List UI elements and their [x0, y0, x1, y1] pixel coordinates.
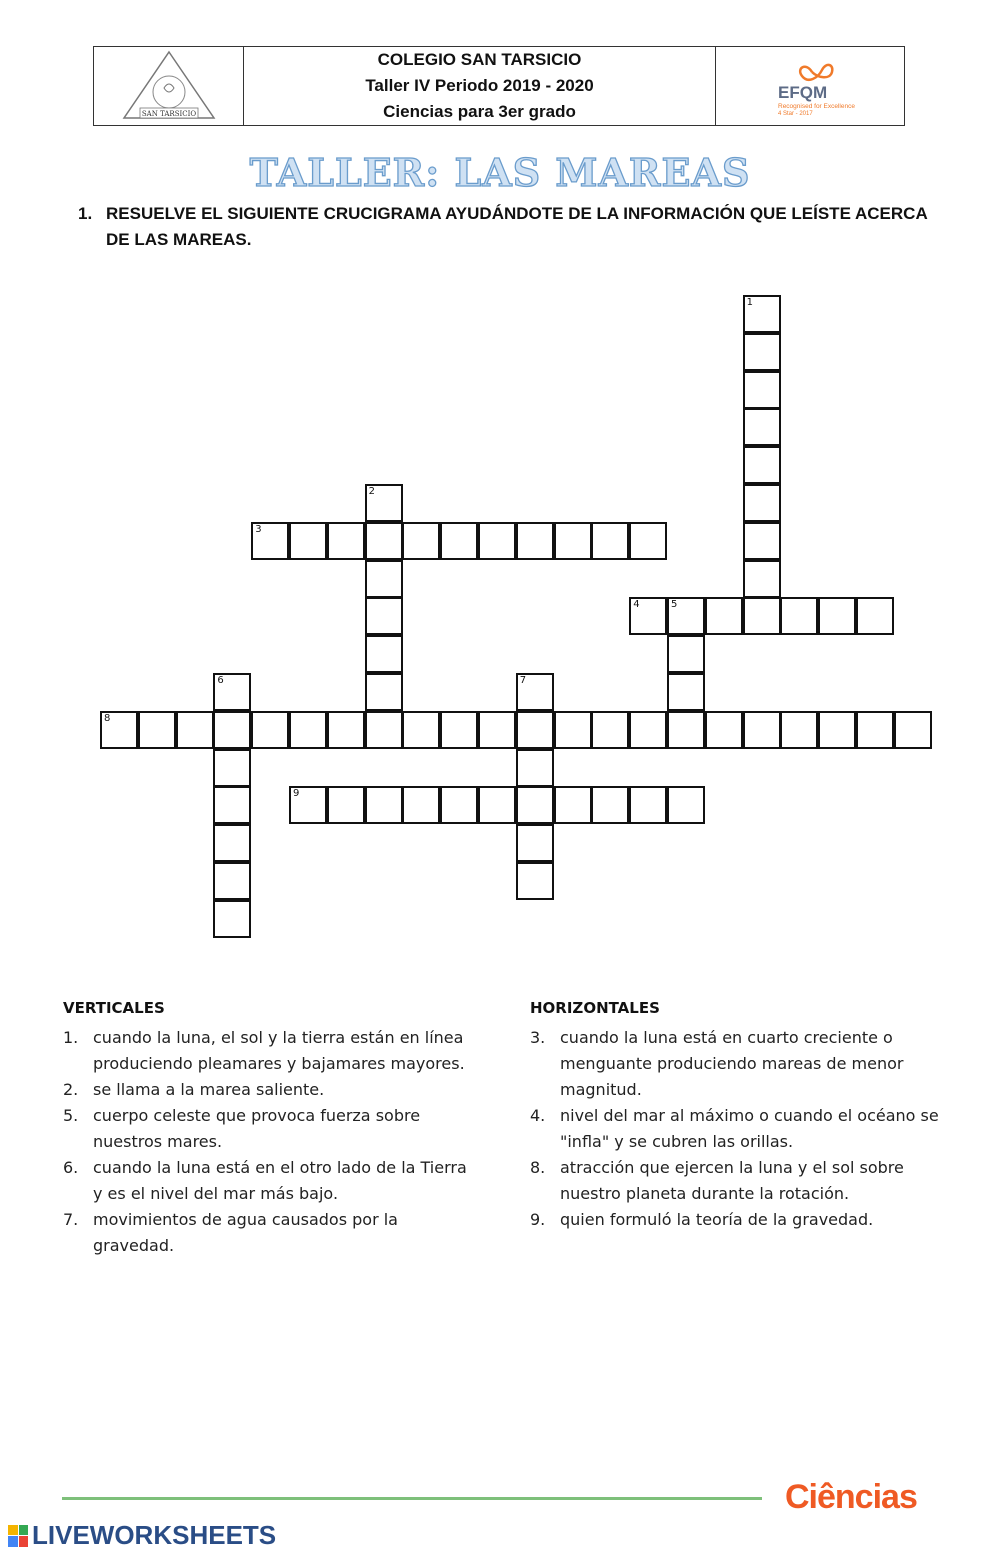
crossword-cell[interactable] — [554, 711, 592, 749]
crossword-cell[interactable] — [629, 711, 667, 749]
efqm-award: 4 Star - 2017 — [778, 111, 813, 117]
crossword-cell[interactable] — [213, 786, 251, 824]
vertical-clues-list — [63, 1025, 473, 1259]
school-logo-text: SAN TARSICIO — [141, 110, 196, 118]
crossword-cell[interactable] — [365, 597, 403, 635]
crossword-cell[interactable] — [705, 711, 743, 749]
liveworksheets-brand[interactable] — [8, 1520, 276, 1551]
crossword-cell[interactable] — [516, 786, 554, 824]
crossword-cell[interactable] — [365, 635, 403, 673]
crossword-cell[interactable] — [402, 711, 440, 749]
crossword-cell[interactable] — [743, 408, 781, 446]
horizontal-clues-title: HORIZONTALES — [530, 999, 660, 1017]
clue-number: 1 — [746, 297, 753, 308]
crossword-cell[interactable] — [213, 749, 251, 787]
clue-item — [63, 1155, 473, 1207]
crossword-cell[interactable] — [629, 522, 667, 560]
clue-number: 5 — [671, 599, 678, 611]
crossword-cell[interactable] — [591, 786, 629, 824]
crossword-cell[interactable] — [176, 711, 214, 749]
clue-item-number: 9. — [530, 1210, 546, 1229]
crossword-cell[interactable] — [289, 522, 327, 560]
instruction — [78, 201, 938, 253]
liveworksheets-text: LIVEWORKSHEETS — [32, 1520, 277, 1550]
crossword-cell[interactable] — [138, 711, 176, 749]
clue-item-text: movimientos de agua causados por la gravedad. — [93, 1210, 398, 1255]
crossword-cell[interactable] — [856, 711, 894, 749]
crossword-cell[interactable] — [856, 597, 894, 635]
crossword-cell[interactable] — [251, 711, 289, 749]
clue-item-text: cuando la luna está en el otro lado de la Tierra y es el nivel del mar más bajo. — [93, 1158, 467, 1203]
crossword-cell[interactable] — [743, 597, 781, 635]
crossword-cell[interactable] — [365, 560, 403, 598]
crossword-cell[interactable] — [402, 522, 440, 560]
clue-number: 8 — [104, 712, 111, 724]
clue-item-number: 8. — [530, 1158, 546, 1177]
crossword-cell[interactable] — [780, 711, 818, 749]
clue-item-text: cuando la luna, el sol y la tierra están en línea produciendo pleamares y bajamares mayores. — [93, 1028, 465, 1073]
crossword-cell[interactable] — [591, 522, 629, 560]
clue-item — [63, 1207, 473, 1259]
clue-item-number: 6. — [63, 1158, 79, 1177]
clue-item-text: se llama a la marea saliente. — [93, 1080, 325, 1099]
efqm-logo-icon — [760, 54, 860, 118]
crossword-cell[interactable] — [667, 786, 705, 824]
crossword-cell[interactable] — [516, 862, 554, 900]
crossword-cell[interactable] — [516, 673, 554, 711]
efqm-cell — [716, 47, 904, 125]
clue-item-number: 7. — [63, 1210, 79, 1229]
clue-item — [530, 1155, 950, 1207]
vertical-clues-title: VERTICALES — [63, 999, 165, 1017]
crossword-cell[interactable] — [516, 711, 554, 749]
crossword-cell[interactable] — [516, 522, 554, 560]
crossword-cell[interactable] — [591, 711, 629, 749]
crossword-cell[interactable] — [667, 635, 705, 673]
liveworksheets-icon — [8, 1525, 28, 1547]
crossword-cell[interactable] — [327, 522, 365, 560]
crossword-cell[interactable] — [818, 711, 856, 749]
crossword-cell[interactable] — [213, 862, 251, 900]
clue-item — [63, 1077, 473, 1103]
clue-number: 4 — [633, 599, 640, 611]
crossword-cell[interactable] — [667, 673, 705, 711]
ciencias-logo: Ciências — [785, 1478, 917, 1516]
crossword-cell[interactable] — [780, 597, 818, 635]
clue-item-text: atracción que ejercen la luna y el sol sobre nuestro planeta durante la rotación. — [560, 1158, 904, 1203]
clue-item-number: 4. — [530, 1106, 546, 1125]
crossword-cell[interactable] — [478, 711, 516, 749]
crossword-cell[interactable] — [213, 900, 251, 938]
clue-item — [530, 1207, 950, 1233]
clue-item-number: 2. — [63, 1080, 79, 1099]
crossword-cell[interactable] — [100, 711, 138, 749]
clue-item — [63, 1103, 473, 1155]
crossword-cell[interactable] — [289, 786, 327, 824]
efqm-subtitle: Recognised for Excellence — [778, 103, 855, 110]
crossword-cell[interactable] — [743, 371, 781, 409]
clue-item — [530, 1103, 950, 1155]
crossword-cell[interactable] — [516, 749, 554, 787]
crossword-cell[interactable] — [478, 786, 516, 824]
crossword-cell[interactable] — [743, 560, 781, 598]
header-center — [244, 47, 716, 125]
clue-number: 2 — [368, 486, 375, 497]
clue-item — [63, 1025, 473, 1077]
crossword-cell[interactable] — [213, 824, 251, 862]
crossword-cell[interactable] — [440, 711, 478, 749]
crossword-cell[interactable] — [365, 522, 403, 560]
crossword-cell[interactable] — [213, 673, 251, 711]
clue-item-text: cuerpo celeste que provoca fuerza sobre nuestros mares. — [93, 1106, 421, 1151]
clue-number: 9 — [293, 788, 300, 800]
clue-item-text: cuando la luna está en cuarto creciente o menguante produciendo mareas de menor magnitud. — [560, 1028, 904, 1099]
crossword-cell[interactable] — [365, 484, 403, 522]
crossword-cell[interactable] — [629, 786, 667, 824]
crossword-cell[interactable] — [894, 711, 932, 749]
subject-grade: Ciencias para 3er grado — [383, 102, 576, 121]
horizontal-clues-list — [530, 1025, 950, 1233]
crossword-cell[interactable] — [289, 711, 327, 749]
crossword-cell[interactable] — [327, 711, 365, 749]
crossword-cell[interactable] — [743, 333, 781, 371]
crossword-cell[interactable] — [440, 786, 478, 824]
school-logo-cell — [94, 47, 244, 125]
crossword-cell[interactable] — [478, 522, 516, 560]
crossword-cell[interactable] — [743, 522, 781, 560]
crossword-cell[interactable] — [667, 597, 705, 635]
crossword-cell[interactable] — [365, 673, 403, 711]
school-name: COLEGIO SAN TARSICIO — [377, 50, 582, 69]
efqm-title: EFQM — [778, 83, 828, 102]
crossword-cell[interactable] — [743, 484, 781, 522]
crossword-cell[interactable] — [213, 711, 251, 749]
crossword-cell[interactable] — [327, 786, 365, 824]
crossword-cell[interactable] — [440, 522, 478, 560]
header-table — [93, 46, 905, 126]
crossword-cell[interactable] — [516, 824, 554, 862]
crossword-cell[interactable] — [743, 295, 781, 333]
crossword-cell[interactable] — [743, 711, 781, 749]
crossword-cell[interactable] — [629, 597, 667, 635]
crossword-cell[interactable] — [743, 446, 781, 484]
clue-item-number: 3. — [530, 1028, 546, 1047]
instruction-text: RESUELVE EL SIGUIENTE CRUCIGRAMA AYUDÁNDOTE DE LA INFORMACIÓN QUE LEÍSTE ACERCA DE LAS MAREAS. — [106, 204, 928, 249]
clue-item — [530, 1025, 950, 1103]
crossword-cell[interactable] — [365, 786, 403, 824]
clue-number: 7 — [519, 675, 527, 686]
clue-item-number: 5. — [63, 1106, 79, 1125]
school-logo-icon — [114, 48, 224, 124]
workshop-period: Taller IV Periodo 2019 - 2020 — [365, 76, 594, 95]
page-title: TALLER: LAS MAREAS — [249, 150, 751, 195]
clue-item-text: nivel del mar al máximo o cuando el océano se "infla" y se cubren las orillas. — [560, 1106, 939, 1151]
crossword-cell[interactable] — [554, 786, 592, 824]
footer-line — [62, 1497, 762, 1500]
crossword-cell[interactable] — [705, 597, 743, 635]
crossword-cell[interactable] — [402, 786, 440, 824]
clue-item-text: quien formuló la teoría de la gravedad. — [560, 1210, 874, 1229]
clue-number: 6 — [217, 675, 224, 686]
crossword-cell[interactable] — [554, 522, 592, 560]
clue-item-number: 1. — [63, 1028, 79, 1047]
crossword-cell[interactable] — [667, 711, 705, 749]
crossword-cell[interactable] — [818, 597, 856, 635]
clue-number: 3 — [255, 523, 262, 535]
crossword-cell[interactable] — [365, 711, 403, 749]
crossword-cell[interactable] — [251, 522, 289, 560]
instruction-number: 1. — [78, 204, 93, 223]
